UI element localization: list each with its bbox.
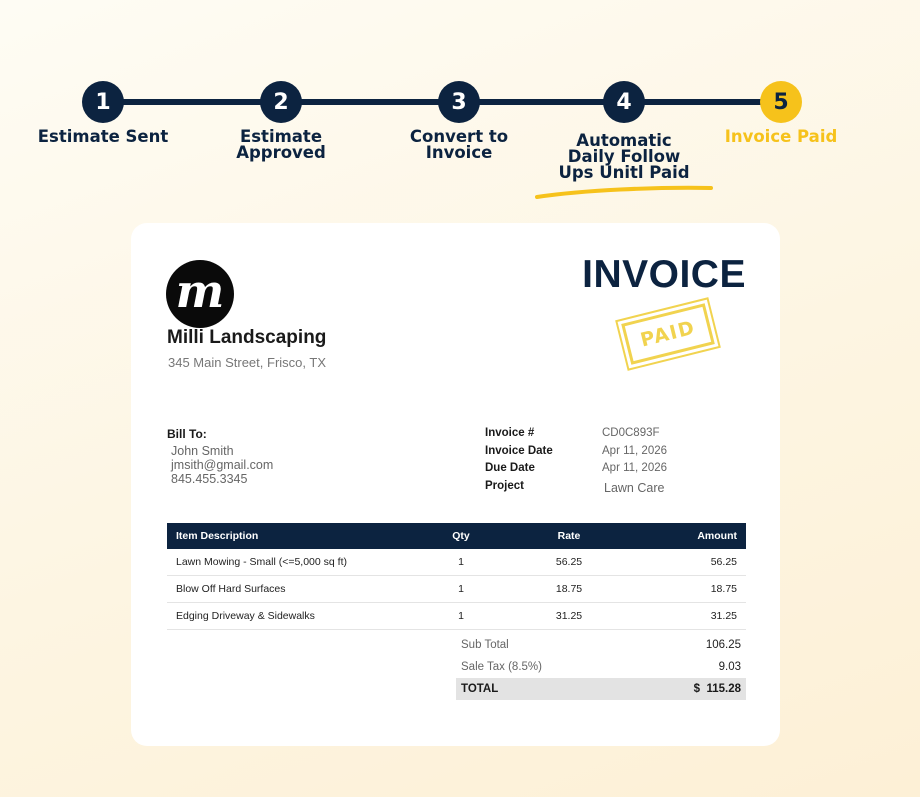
customer-name: John Smith	[171, 444, 234, 458]
due-date-label: Due Date	[485, 462, 535, 474]
item-description: Edging Driveway & Sidewalks	[167, 603, 417, 630]
col-header-description: Item Description	[167, 523, 417, 549]
business-address: 345 Main Street, Frisco, TX	[168, 355, 326, 370]
table-row	[167, 576, 746, 603]
tax-row	[456, 656, 746, 678]
table-header-row	[167, 523, 746, 549]
step-2-label: Estimate Approved	[236, 127, 326, 162]
subtotal-value: 106.25	[705, 639, 741, 651]
totals-block	[456, 634, 746, 700]
customer-phone: 845.455.3345	[171, 472, 248, 486]
business-name: Milli Landscaping	[167, 327, 327, 348]
progress-stepper	[0, 0, 920, 210]
step-4-circle: 4	[603, 81, 645, 123]
item-qty: 1	[417, 549, 505, 576]
step-3-label: Convert to Invoice	[409, 127, 509, 162]
logo-letter: m	[175, 264, 225, 318]
item-rate: 31.25	[505, 603, 633, 630]
item-description: Lawn Mowing - Small (<=5,000 sq ft)	[167, 549, 417, 576]
subtotal-row	[456, 634, 746, 656]
total-label: TOTAL	[461, 683, 499, 695]
step-2-circle: 2	[260, 81, 302, 123]
invoice-number-value: CD0C893F	[602, 427, 660, 439]
invoice-date-value: Apr 11, 2026	[602, 445, 668, 457]
item-rate: 56.25	[505, 549, 633, 576]
col-header-amount: Amount	[633, 523, 746, 549]
col-header-qty: Qty	[417, 523, 505, 549]
invoice-date-label: Invoice Date	[485, 445, 553, 457]
step-1-circle: 1	[82, 81, 124, 123]
item-description: Blow Off Hard Surfaces	[167, 576, 417, 603]
due-date-value: Apr 11, 2026	[602, 462, 668, 474]
table-row	[167, 549, 746, 576]
total-value: $ 115.28	[693, 683, 741, 695]
step-3-circle: 3	[438, 81, 480, 123]
item-amount: 56.25	[633, 549, 746, 576]
line-items-table	[167, 523, 746, 630]
project-value: Lawn Care	[604, 481, 665, 495]
bill-to-label: Bill To:	[167, 427, 207, 441]
invoice-card	[131, 223, 780, 746]
item-rate: 18.75	[505, 576, 633, 603]
customer-email: jmsith@gmail.com	[171, 458, 274, 472]
project-label: Project	[485, 480, 524, 492]
table-row	[167, 603, 746, 630]
step-5-circle: 5	[760, 81, 802, 123]
subtotal-label: Sub Total	[461, 639, 509, 651]
invoice-title: INVOICE	[582, 253, 746, 296]
tax-value: 9.03	[718, 661, 741, 673]
highlight-underline	[534, 182, 714, 204]
paid-stamp: PAID	[621, 303, 715, 365]
business-logo	[166, 260, 234, 328]
step-1-label: Estimate Sent	[37, 127, 169, 146]
step-5-label: Invoice Paid	[724, 127, 838, 146]
tax-label: Sale Tax (8.5%)	[461, 661, 542, 673]
total-row	[456, 678, 746, 700]
item-amount: 18.75	[633, 576, 746, 603]
invoice-number-label: Invoice #	[485, 427, 535, 439]
step-4-label: Automatic Daily Follow Ups Unitl Paid	[558, 131, 690, 182]
item-qty: 1	[417, 576, 505, 603]
item-qty: 1	[417, 603, 505, 630]
item-amount: 31.25	[633, 603, 746, 630]
col-header-rate: Rate	[505, 523, 633, 549]
